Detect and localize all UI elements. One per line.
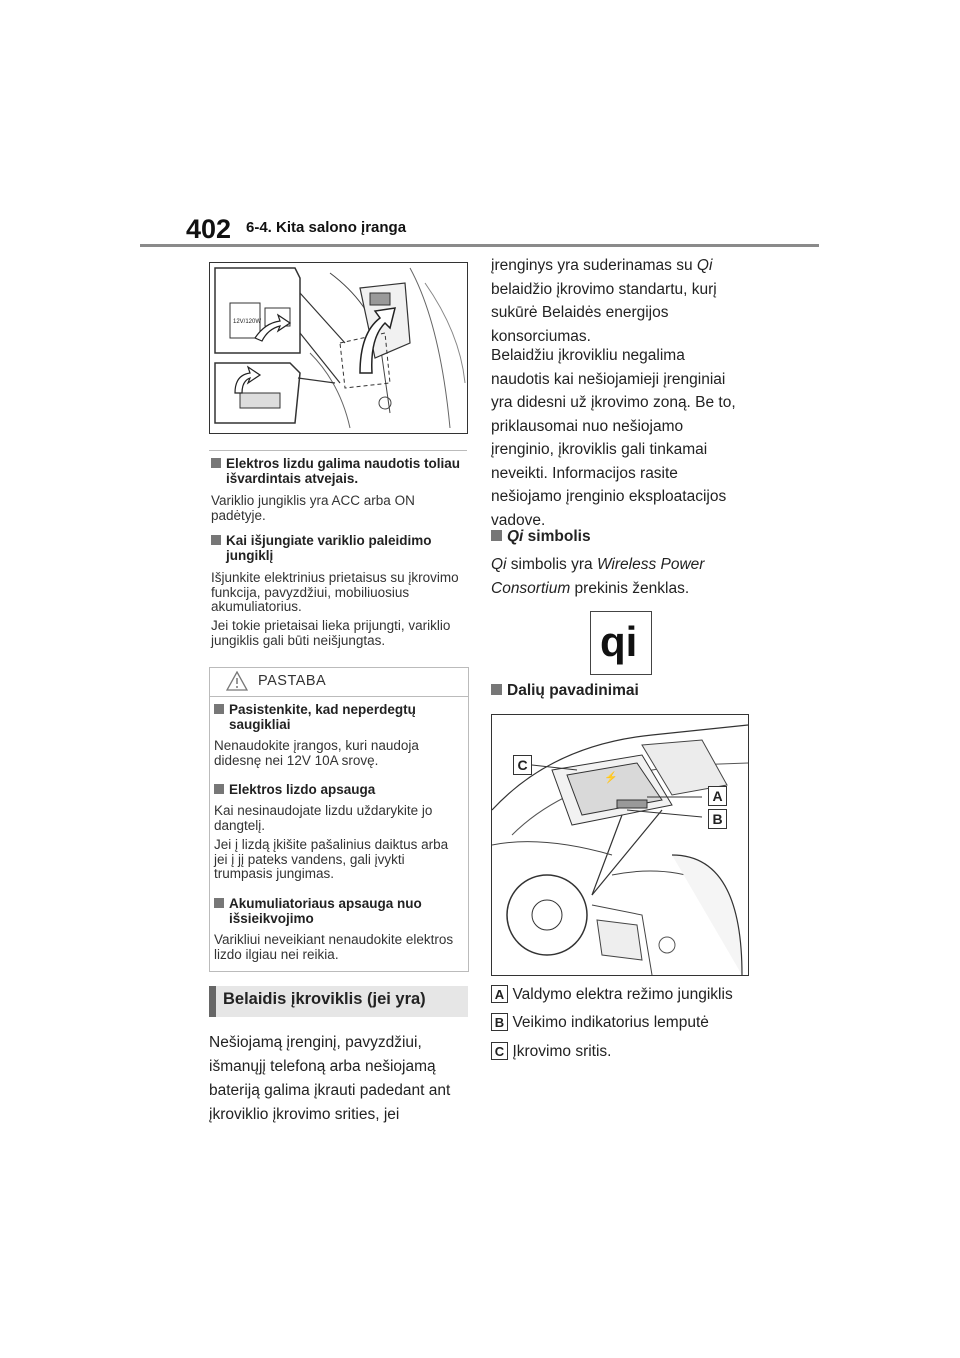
paragraph-line: [491, 254, 717, 278]
note-heading-battery: [214, 896, 474, 926]
section-banner-title: Belaidis įkroviklis (jei yra): [223, 990, 426, 1008]
note-text-outlet-protection-2: Jei į lizdą įkišite pašalinius daiktus arba jei į jį pateks vandens, gali įvykti trumpasis jungimas.: [214, 837, 449, 881]
legend-item-b: [491, 1013, 709, 1032]
qi-term: Qi: [507, 528, 524, 545]
note-text-outlet-protection: Kai nesinaudojate lizdu uždarykite jo dangtelį.: [214, 803, 433, 833]
page-number: 402: [186, 214, 232, 244]
qi-logo-text: qi: [600, 618, 638, 665]
paragraph-line: neveikti. Informacijos rasite: [491, 464, 678, 482]
heading-outlet-usage-text: Elektros lizdu galima naudotis toliau išvardintais atvejais.: [226, 456, 461, 486]
qi-logo-graphic: [591, 612, 651, 674]
heading-engine-off-text: Kai išjungiate variklio paleidimo jungiklį: [226, 533, 432, 563]
square-bullet-icon: [214, 704, 224, 714]
qi-term: Qi: [696, 257, 713, 274]
text-span: prekinis ženklas.: [570, 579, 690, 597]
paragraph-line: išmanųjį telefoną arba nešiojamą: [209, 1058, 436, 1075]
note-heading-outlet-protection-text: Elektros lizdo apsauga: [229, 782, 376, 797]
paragraph-line: [491, 577, 704, 601]
paragraph-line: bateriją galima įkrauti padedant ant: [209, 1082, 451, 1099]
power-outlet-drawing: [210, 263, 467, 433]
outlet-usage-text: Variklio jungiklis yra ACC arba ON padėtyje.: [211, 493, 415, 523]
heading-parts-names: [491, 683, 639, 698]
wireless-charger-drawing: [492, 715, 748, 975]
qi-logo-icon: [590, 611, 652, 675]
square-bullet-icon: [211, 535, 221, 545]
callout-c: C: [513, 755, 532, 775]
square-bullet-icon: [211, 458, 221, 468]
heading-qi-symbol: [491, 529, 591, 544]
wireless-charger-illustration: [491, 714, 749, 976]
socket-label: 12V/120W: [233, 319, 262, 325]
paragraph-line: yra didesni už įkrovimo zoną. Be to,: [491, 394, 736, 411]
paragraph-line: nešiojamo įrenginio eksploatacijos: [491, 488, 727, 505]
paragraph-line: Nešiojamą įrenginį, pavyzdžiui,: [209, 1034, 422, 1051]
heading-qi-symbol-text: simbolis: [523, 528, 591, 545]
legend-text-c: Įkrovimo sritis.: [512, 1043, 612, 1060]
paragraph-line: naudotis kai nešiojamieji įrenginiai: [491, 370, 726, 388]
note-heading-outlet-protection: [214, 782, 474, 797]
paragraph-line: [491, 553, 704, 577]
square-bullet-icon: [214, 898, 224, 908]
note-heading-battery-text: Akumuliatoriaus apsauga nuo išsieikvojimo: [229, 896, 422, 926]
note-heading-fuses: [214, 702, 474, 732]
wpc-term: Consortium: [491, 579, 571, 597]
wpc-term: Wireless Power: [596, 556, 705, 573]
square-bullet-icon: [491, 684, 502, 695]
paragraph-line: vadove.: [491, 511, 546, 529]
qi-trademark-paragraph: [491, 553, 704, 600]
legend-key-b: B: [491, 1013, 508, 1031]
qi-term: Qi: [491, 556, 507, 573]
text-span: įrenginys yra suderinamas su: [491, 257, 697, 274]
wireless-intro-paragraph: [209, 1031, 450, 1127]
callout-a: A: [708, 786, 727, 806]
svg-text:⚡: ⚡: [604, 772, 618, 784]
note-header-divider: [209, 696, 469, 697]
paragraph-line: Belaidžiu įkrovikliu negalima: [491, 347, 685, 364]
header-divider: [140, 244, 819, 247]
legend-text-b: Veikimo indikatorius lemputė: [512, 1014, 709, 1031]
callout-b: B: [708, 809, 727, 829]
paragraph-line: įkroviklio įkrovimo srities, jei: [209, 1106, 400, 1123]
legend-item-a: [491, 985, 733, 1004]
heading-outlet-usage: [211, 456, 476, 486]
qi-standard-paragraph: [491, 254, 717, 348]
engine-off-text-1: Išjunkite elektrinius prietaisus su įkrovimo funkcija, pavyzdžiui, mobiliuosius akumuliatorius.: [211, 570, 459, 614]
power-outlet-illustration: [209, 262, 468, 434]
figure-divider: [209, 450, 467, 451]
engine-off-text-2: Jei tokie prietaisai lieka prijungti, variklio jungiklis gali būti neišjungtas.: [211, 618, 451, 648]
warning-icon: [226, 671, 248, 691]
note-text-battery: Varikliui neveikiant nenaudokite elektros lizdo ilgiau nei reikia.: [214, 932, 454, 962]
paragraph-line: įrenginio, įkroviklis gali tinkamai: [491, 441, 708, 458]
square-bullet-icon: [491, 530, 502, 541]
heading-parts-names-text: Dalių pavadinimai: [507, 682, 639, 699]
paragraph-line: priklausomai nuo nešiojamo: [491, 417, 684, 435]
paragraph-line: sukūrė Belaidės energijos: [491, 304, 669, 321]
paragraph-line: belaidžio įkrovimo standartu, kurį: [491, 280, 717, 298]
section-title: 6-4. Kita salono įranga: [246, 219, 407, 236]
limitations-paragraph: [491, 344, 736, 532]
note-title: PASTABA: [258, 673, 327, 689]
paragraph-line: konsorciumas.: [491, 327, 591, 345]
heading-engine-off: [211, 533, 476, 563]
note-heading-fuses-text: Pasistenkite, kad neperdegtų saugikliai: [229, 702, 416, 732]
legend-text-a: Valdymo elektra režimo jungiklis: [512, 986, 733, 1003]
square-bullet-icon: [214, 784, 224, 794]
text-span: simbolis yra: [506, 556, 597, 573]
legend-key-c: C: [491, 1042, 508, 1060]
legend-key-a: A: [491, 985, 508, 1003]
legend-item-c: [491, 1042, 612, 1061]
note-text-fuses: Nenaudokite įrangos, kuri naudoja didesnę nei 12V 10A srovę.: [214, 738, 419, 768]
